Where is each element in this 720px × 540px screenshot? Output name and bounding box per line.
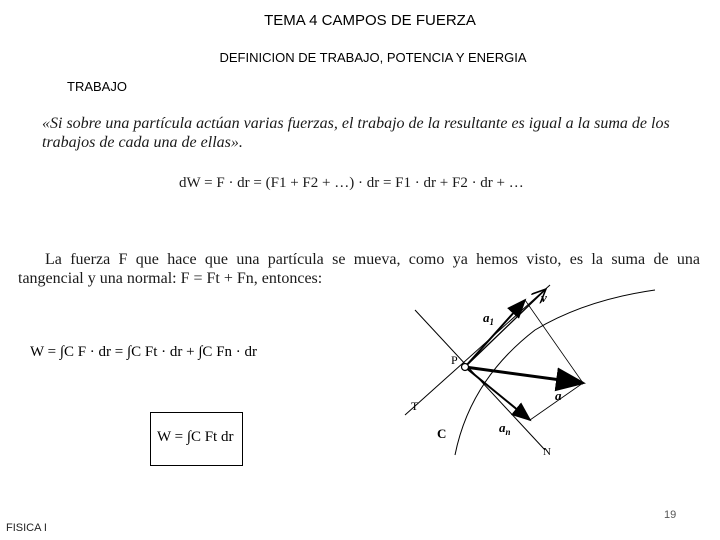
paragraph-line-2: tangencial y una normal: F = Ft + Fn, entonces: [18, 270, 323, 287]
label-an [499, 420, 511, 437]
label-v: v [541, 290, 547, 305]
definition-quote: «Si sobre una partícula actúan varias fuerzas, el trabajo de la resultante es igual a la suma de los trabajos de cada una de ellas». [42, 115, 670, 151]
equation-tangential-work: W = ∫C Ft dr [157, 429, 234, 445]
label-a1-letter: a [483, 310, 490, 325]
velocity-vector [465, 290, 545, 367]
label-t: T [411, 399, 419, 413]
page-number: 19 [664, 509, 677, 521]
point-p [462, 364, 469, 371]
equation-dw-text: dW = F · dr = (F1 + F2 + …) · dr = F1 · dr + F2 · dr + … [179, 175, 524, 191]
page-title: TEMA 4 CAMPOS DE FUERZA [264, 12, 476, 29]
equation-work-integral [30, 330, 290, 380]
tangential-acceleration-vector [465, 300, 525, 367]
label-c: C [437, 426, 447, 441]
result-box [150, 412, 243, 466]
footer-course: FISICA I [6, 522, 47, 534]
label-n: N [543, 446, 551, 458]
equation-work-integral-text: W = ∫C F · dr = ∫C Ft · dr + ∫C Fn · dr [30, 344, 258, 360]
label-a: a [555, 388, 562, 403]
paragraph-line-1: La fuerza F que hace que una partícula se mueva, como ya hemos visto, es la suma de una [45, 251, 700, 268]
section-heading: TRABAJO [67, 79, 127, 94]
projection-line-1 [525, 300, 583, 383]
label-a1 [483, 310, 494, 327]
acceleration-diagram [385, 280, 675, 460]
label-a1-subscript: 1 [489, 317, 494, 327]
label-p: P [451, 353, 458, 367]
label-an-subscript: n [505, 427, 511, 437]
equation-dw [179, 175, 524, 192]
label-an-letter: a [499, 420, 506, 435]
page-subtitle: DEFINICION DE TRABAJO, POTENCIA Y ENERGIA [219, 50, 527, 65]
